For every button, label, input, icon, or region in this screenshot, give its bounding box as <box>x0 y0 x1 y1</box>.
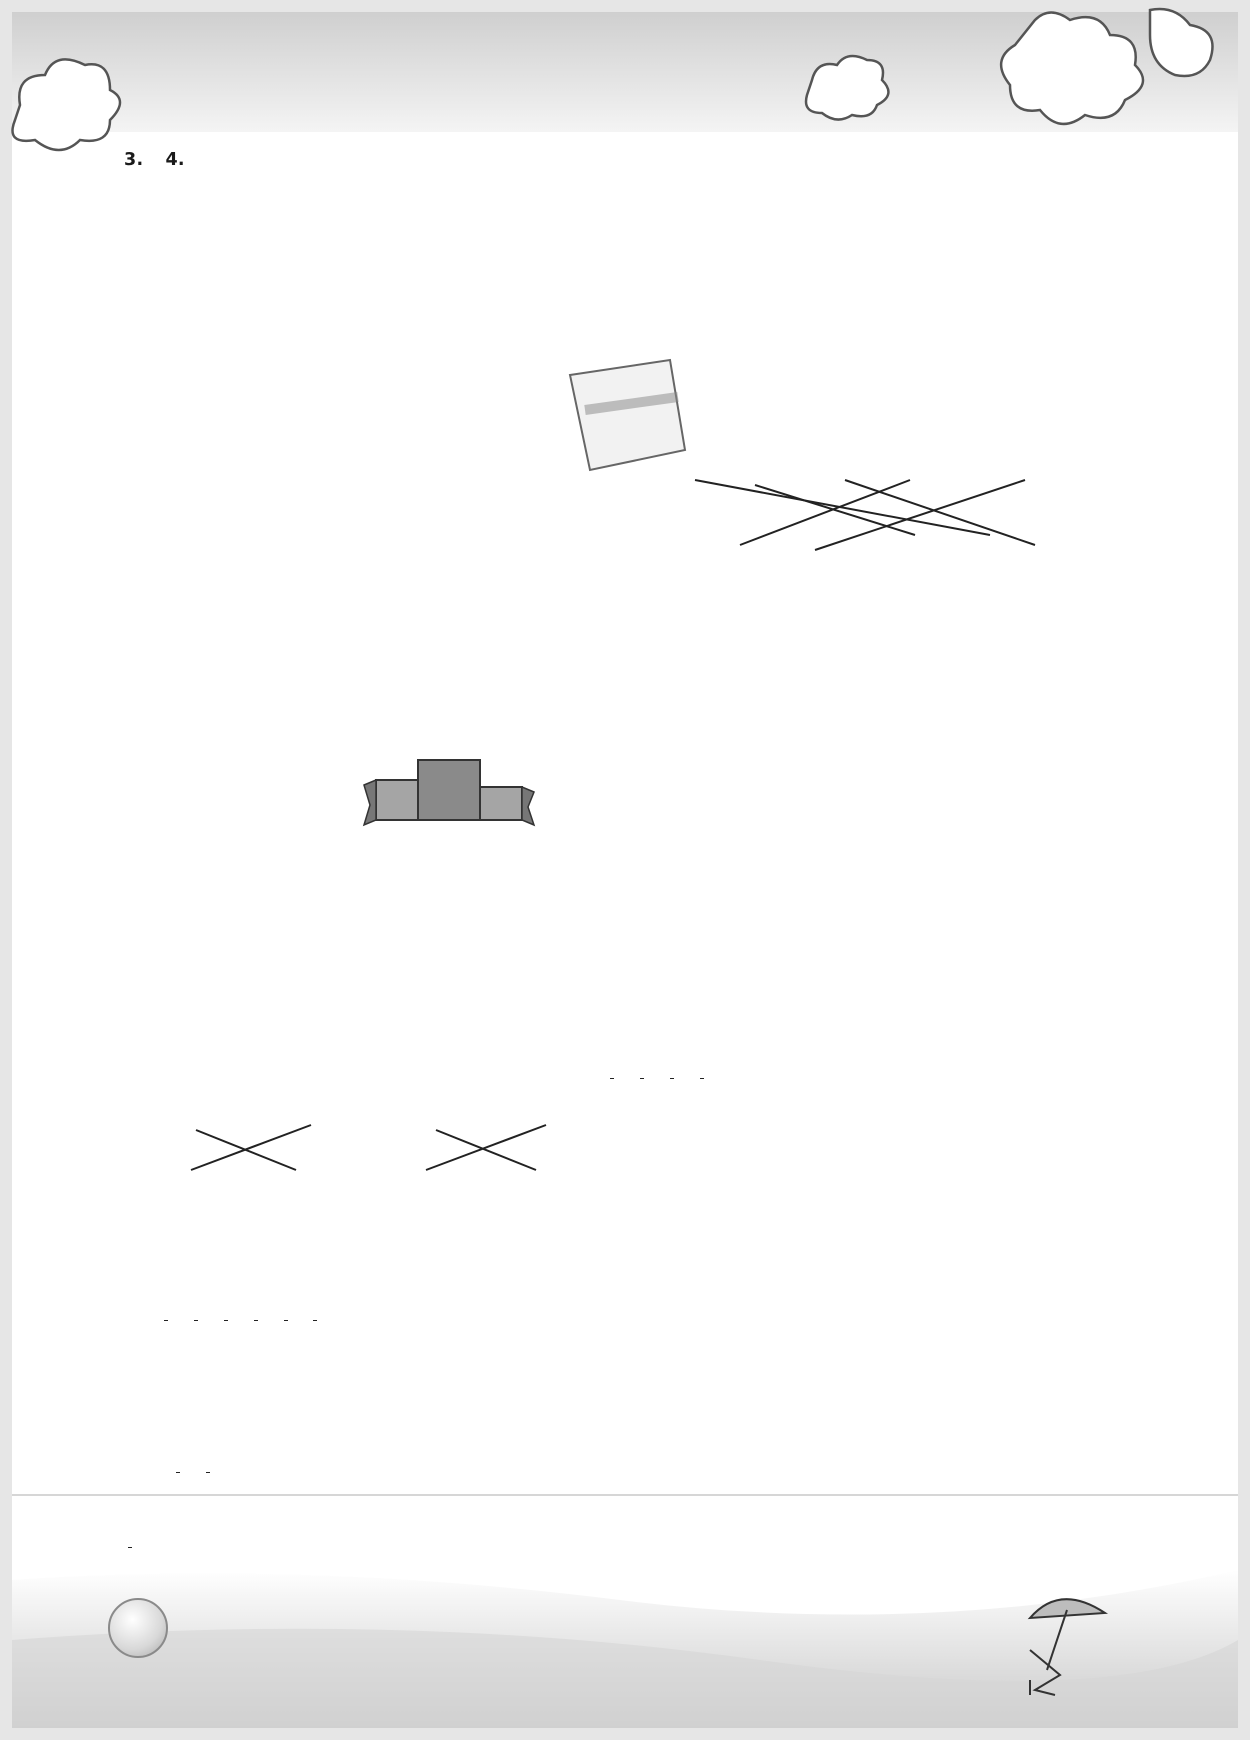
fraction <box>128 1547 132 1548</box>
fraction <box>224 1320 228 1321</box>
podium-diagram <box>360 735 550 835</box>
money-matching-diagram <box>640 400 1100 600</box>
match-line <box>191 1125 311 1170</box>
match-line <box>695 480 990 535</box>
fraction <box>284 1320 288 1321</box>
fraction <box>313 1320 317 1321</box>
fraction <box>700 1078 704 1079</box>
day9-line1 <box>160 238 204 258</box>
fraction <box>670 1078 674 1079</box>
match-line <box>740 480 910 545</box>
day15-line1 <box>160 1462 226 1482</box>
match-line <box>426 1125 546 1170</box>
day15-line2 <box>124 1537 136 1557</box>
match-line <box>436 1130 536 1170</box>
fraction <box>194 1320 198 1321</box>
fraction <box>176 1472 180 1473</box>
page-number <box>108 1598 168 1658</box>
match-line <box>755 485 915 535</box>
fraction <box>640 1078 644 1079</box>
rabbit-mushroom-matching <box>136 1070 606 1240</box>
fraction <box>254 1320 258 1321</box>
match-line <box>815 480 1025 550</box>
day13-q4-q5 <box>606 1068 708 1088</box>
fraction <box>206 1472 210 1473</box>
day8-answer-line: 3. 4. <box>124 150 185 170</box>
fraction <box>610 1078 614 1079</box>
day14-line1 <box>160 1310 333 1330</box>
fraction <box>164 1320 168 1321</box>
